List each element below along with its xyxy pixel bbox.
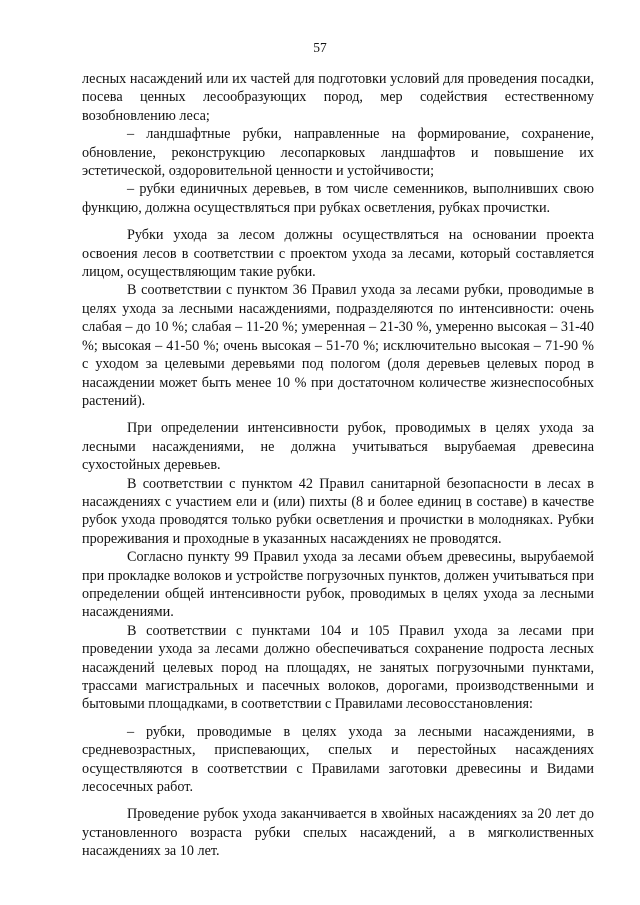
paragraph-1: лесных насаждений или их частей для подготовки условий для проведения посадки, посева ценных лесообразующих пород, мер содействия естественному возобновлению леса;: [82, 71, 594, 124]
paragraph-7: В соответствии с пунктом 42 Правил санитарной безопасности в лесах в насаждениях с участием ели и (или) пихты (8 и более единиц в составе) в качестве рубок ухода проводятся только рубки осветления и прочистки в молодняках. Рубки прореживания и проходные в указанных насаждениях не проводятся.: [82, 475, 594, 547]
paragraph-8: Согласно пункту 99 Правил ухода за лесами объем древесины, вырубаемой при прокладке волоков и устройстве погрузочных пунктов, должен учитываться при определении общей интенсивности рубок, проводимых в целях ухода за лесными насаждениями.: [82, 549, 594, 621]
paragraph-5: В соответствии с пунктом 36 Правил ухода за лесами рубки, проводимые в целях ухода за лесными насаждениями, подразделяются по интенсивности: очень слабая – до 10 %; слабая – 11-20 %; умеренная – 21-30 %, умеренно высокая – 31-40 %; высокая – 41-50 %; очень высокая – 51-70 %; исключительно высокая – 71-90 % с уходом за целевыми деревьями под пологом (доля деревьев целевых пород в насаждении может быть менее 10 % при достаточном количестве жизнеспособных растений).: [82, 282, 594, 409]
paragraph-6: При определении интенсивности рубок, проводимых в целях ухода за лесными насаждениями, не должна учитываться вырубаемая древесина сухостойных деревьев.: [82, 420, 594, 474]
paragraph-2: – ландшафтные рубки, направленные на формирование, сохранение, обновление, реконструкцию лесопарковых ландшафтов и повышение их эстетической, оздоровительной ценности и устойчивости;: [82, 126, 594, 180]
paragraph-10: – рубки, проводимые в целях ухода за лесными насаждениями, в средневозрастных, приспевающих, спелых и перестойных насаждениях осуществляются в соответствии с Правилами заготовки древесины и Видами лесосечных работ.: [82, 723, 594, 796]
paragraph-11: Проведение рубок ухода заканчивается в хвойных насаждениях за 20 лет до установленного возраста рубки спелых насаждений, а в мягколиственных насаждениях за 10 лет.: [82, 806, 594, 860]
body-text: [82, 70, 594, 861]
paragraph-4: Рубки ухода за лесом должны осуществляться на основании проекта освоения лесов в соответствии с проектом ухода за лесами, который составляется лицом, осуществляющим такие рубки.: [82, 227, 594, 281]
page-number: 57: [313, 40, 327, 55]
paragraph-9: В соответствии с пунктами 104 и 105 Правил ухода за лесами при проведении ухода за лесами должно обеспечиваться сохранение подроста лесных насаждений целевых пород на площадях, не занятых погрузочными пунктами, трассами магистральных и пасечных волоков, дорогами, производственными и бытовыми площадками, в соответствии с Правилами лесовосстановления:: [82, 622, 594, 713]
paragraph-3: – рубки единичных деревьев, в том числе семенников, выполнивших свою функцию, должна осуществляться при рубках осветления, рубках прочистки.: [82, 181, 594, 216]
